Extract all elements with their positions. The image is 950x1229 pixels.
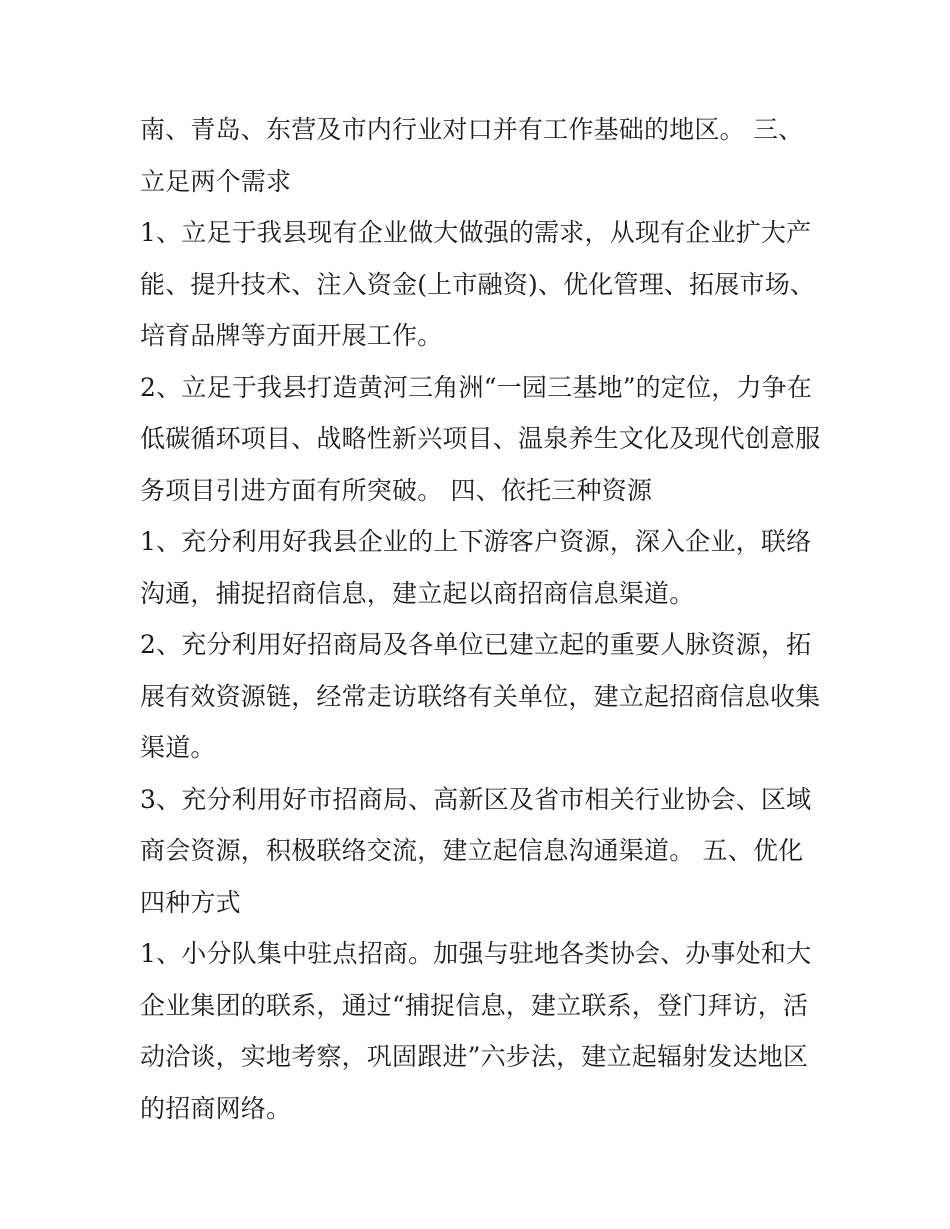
text-line: 动洽谈，实地考察，巩固跟进”六步法，建立起辐射发达地区 bbox=[140, 1042, 809, 1071]
text-line: 培育品牌等方面开展工作。 bbox=[140, 321, 443, 350]
text-line: 展有效资源链，经常走访联络有关单位，建立起招商信息收集 bbox=[140, 681, 821, 711]
paragraph-6 bbox=[140, 774, 820, 929]
text-line: 务项目引进方面有所突破。 四、依托三种资源 bbox=[140, 475, 653, 505]
text-line: 商会资源，积极联络交流，建立起信息沟通渠道。 五、优化 bbox=[140, 836, 804, 865]
text-line: 1、充分利用好我县企业的上下游客户资源，深入企业，联络 bbox=[140, 527, 812, 556]
document-body bbox=[140, 104, 820, 1134]
text-line: 3、充分利用好市招商局、高新区及省市相关行业协会、区域 bbox=[140, 784, 812, 814]
paragraph-1 bbox=[140, 104, 820, 207]
text-line: 的招商网络。 bbox=[140, 1093, 292, 1123]
text-line: 渠道。 bbox=[140, 733, 216, 762]
text-line: 1、小分队集中驻点招商。加强与驻地各类协会、办事处和大 bbox=[140, 939, 812, 968]
text-line: 低碳循环项目、战略性新兴项目、温泉养生文化及现代创意服 bbox=[140, 424, 821, 453]
paragraph-7 bbox=[140, 928, 820, 1134]
text-line: 2、充分利用好招商局及各单位已建立起的重要人脉资源，拓 bbox=[140, 630, 812, 659]
text-line: 南、青岛、东营及市内行业对口并有工作基础的地区。 三、 bbox=[140, 115, 804, 144]
text-line: 立足两个需求 bbox=[140, 166, 292, 196]
text-line: 能、提升技术、注入资金(上市融资)、优化管理、拓展市场、 bbox=[140, 269, 816, 299]
text-line: 沟通，捕捉招商信息，建立起以商招商信息渠道。 bbox=[140, 578, 695, 608]
text-line: 企业集团的联系，通过“捕捉信息，建立联系，登门拜访，活 bbox=[140, 990, 809, 1020]
paragraph-4 bbox=[140, 516, 820, 619]
text-line: 1、立足于我县现有企业做大做强的需求，从现有企业扩大产 bbox=[140, 218, 812, 247]
paragraph-3 bbox=[140, 362, 820, 517]
paragraph-2 bbox=[140, 207, 820, 362]
paragraph-5 bbox=[140, 619, 820, 774]
text-line: 2、立足于我县打造黄河三角洲“一园三基地”的定位，力争在 bbox=[140, 372, 813, 402]
text-line: 四种方式 bbox=[140, 887, 241, 917]
